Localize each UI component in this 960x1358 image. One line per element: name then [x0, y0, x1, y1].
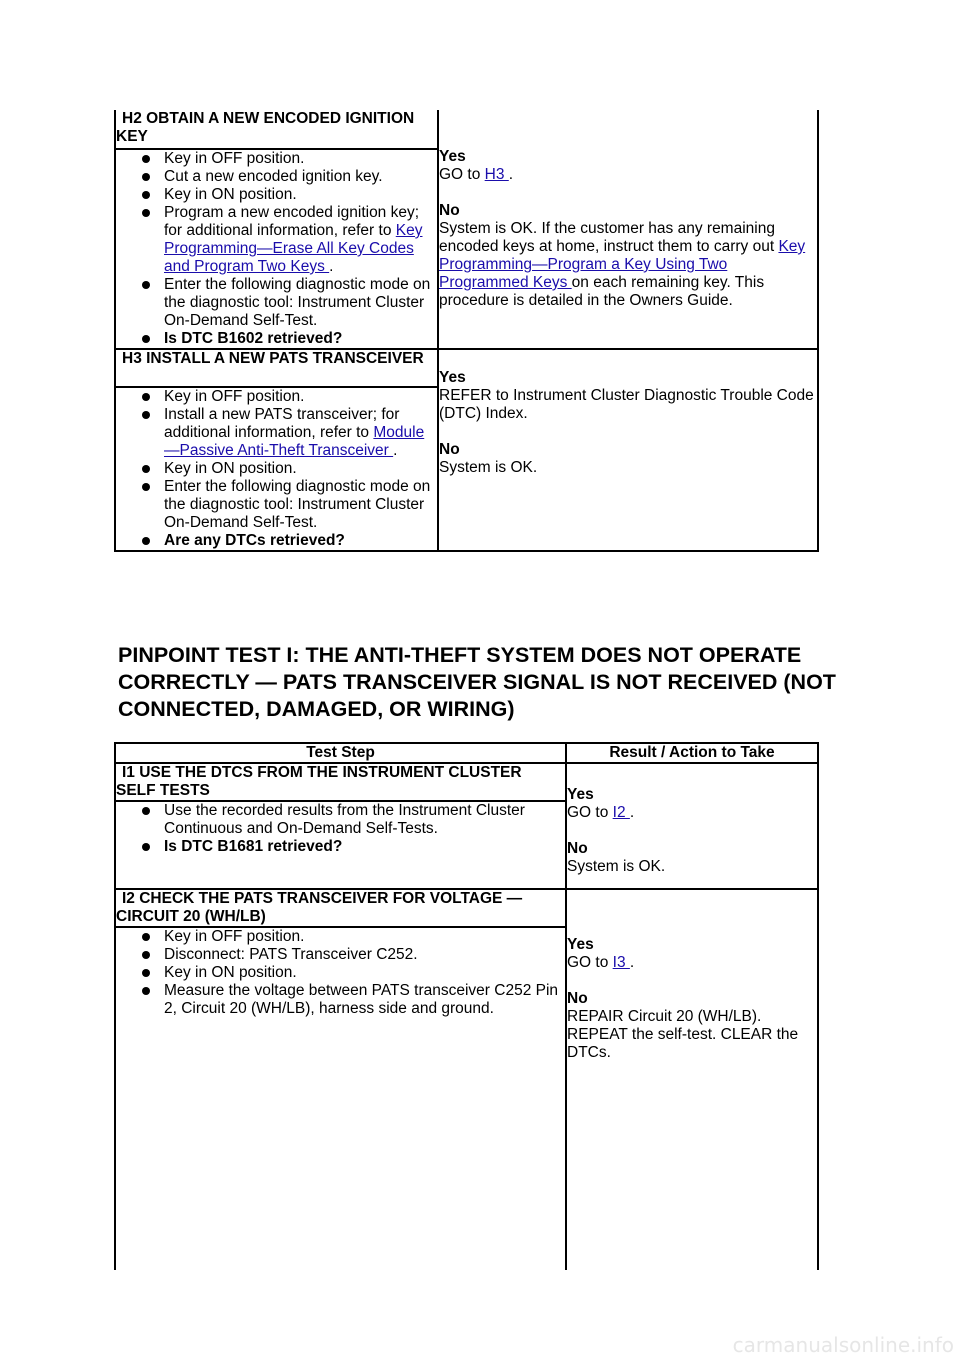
list-item: Key in ON position. — [140, 186, 437, 204]
h3-title-row — [115, 349, 818, 387]
h3-no-action: System is OK. — [439, 459, 538, 476]
pinpoint-test-title: PINPOINT TEST I: THE ANTI-THEFT SYSTEM DOES NOT OPERATE CORRECTLY — PATS TRANSCEIVER SIGNAL IS NOT RECEIVED (NOT CONNECTED, DAMAGED, OR WIRING) — [118, 643, 836, 721]
i1-no-action: System is OK. — [567, 858, 666, 875]
list-item: Key in ON position. — [140, 964, 565, 982]
list-item: Key in OFF position. — [140, 928, 565, 946]
h3-title: H3 INSTALL A NEW PATS TRANSCEIVER — [115, 349, 438, 387]
i-steps-table — [114, 742, 819, 1270]
h2-steps — [115, 149, 438, 349]
list-item: Key in OFF position. — [140, 150, 437, 168]
h3-yes-action: REFER to Instrument Cluster Diagnostic Trouble Code (DTC) Index. — [439, 387, 814, 422]
h2-link-erase-keys[interactable]: Key Programming—Erase All Key Codes and Program Two Keys — [164, 222, 423, 275]
i1-title-row — [115, 763, 818, 801]
i1-link-i2[interactable]: I2 — [612, 804, 630, 821]
list-item: Disconnect: PATS Transceiver C252. — [140, 946, 565, 964]
h-steps-table — [114, 110, 819, 552]
i1-result — [566, 763, 818, 889]
h3-yes-label: Yes — [439, 369, 466, 386]
i2-yes-action: GO to I3 . — [567, 954, 635, 971]
h2-yes-action: GO to H3 . — [439, 166, 514, 183]
list-item: Are any DTCs retrieved? — [140, 532, 437, 550]
i2-yes-label: Yes — [567, 936, 594, 953]
list-item: Program a new encoded ignition key; for additional information, refer to Key Programming—Erase All Key Codes and Program Two Keys . — [140, 204, 437, 276]
h2-step-list — [116, 150, 437, 348]
i2-link-i3[interactable]: I3 — [612, 954, 630, 971]
list-item: Use the recorded results from the Instrument Cluster Continuous and On-Demand Self-Tests. — [140, 802, 565, 838]
col-result-action: Result / Action to Take — [566, 743, 818, 763]
h3-no-label: No — [439, 441, 460, 458]
header-row — [115, 743, 818, 763]
h3-steps — [115, 387, 438, 551]
h2-result — [438, 110, 818, 349]
i1-no-label: No — [567, 840, 588, 857]
watermark: carmanualsonline.info — [732, 1333, 954, 1357]
col-test-step: Test Step — [115, 743, 566, 763]
list-item: Cut a new encoded ignition key. — [140, 168, 437, 186]
i2-title: I2 CHECK THE PATS TRANSCEIVER FOR VOLTAGE — CIRCUIT 20 (WH/LB) — [115, 889, 566, 927]
i1-step-list — [116, 802, 565, 856]
i2-title-row — [115, 889, 818, 927]
h2-title-row — [115, 110, 818, 149]
i2-no-action: REPAIR Circuit 20 (WH/LB). REPEAT the self-test. CLEAR the DTCs. — [567, 1008, 799, 1061]
i2-result — [566, 889, 818, 1270]
i2-no-label: No — [567, 990, 588, 1007]
list-item: Is DTC B1681 retrieved? — [140, 838, 565, 856]
h2-link-h3[interactable]: H3 — [484, 166, 509, 183]
i2-step-list — [116, 928, 565, 1018]
list-item: Is DTC B1602 retrieved? — [140, 330, 437, 348]
i1-yes-action: GO to I2 . — [567, 804, 635, 821]
i1-yes-label: Yes — [567, 786, 594, 803]
list-item: Enter the following diagnostic mode on the diagnostic tool: Instrument Cluster On-Demand Self-Test. — [140, 276, 437, 330]
h3-link-transceiver[interactable]: Module—Passive Anti-Theft Transceiver — [164, 424, 425, 459]
list-item: Measure the voltage between PATS transceiver C252 Pin 2, Circuit 20 (WH/LB), harness side and ground. — [140, 982, 565, 1018]
i2-steps — [115, 927, 566, 1270]
i1-title: I1 USE THE DTCS FROM THE INSTRUMENT CLUSTER SELF TESTS — [115, 763, 566, 801]
h2-yes-label: Yes — [439, 148, 466, 165]
i1-steps — [115, 801, 566, 889]
h2-no-label: No — [439, 202, 460, 219]
h3-step-list — [116, 388, 437, 550]
list-item: Install a new PATS transceiver; for additional information, refer to Module—Passive Anti-Theft Transceiver . — [140, 406, 437, 460]
list-item: Enter the following diagnostic mode on the diagnostic tool: Instrument Cluster On-Demand Self-Test. — [140, 478, 437, 532]
h2-no-action: System is OK. If the customer has any remaining encoded keys at home, instruct them to carry out Key Programming—Program a Key Using Two Programmed Keys on each remaining key. This procedure is detailed in the Owners Guide. — [439, 220, 806, 309]
list-item: Key in OFF position. — [140, 388, 437, 406]
h3-result — [438, 349, 818, 551]
h2-title: H2 OBTAIN A NEW ENCODED IGNITION KEY — [115, 110, 438, 149]
list-item: Key in ON position. — [140, 460, 437, 478]
h2-link-program-key[interactable]: Key Programming—Program a Key Using Two Programmed Keys — [439, 238, 806, 291]
